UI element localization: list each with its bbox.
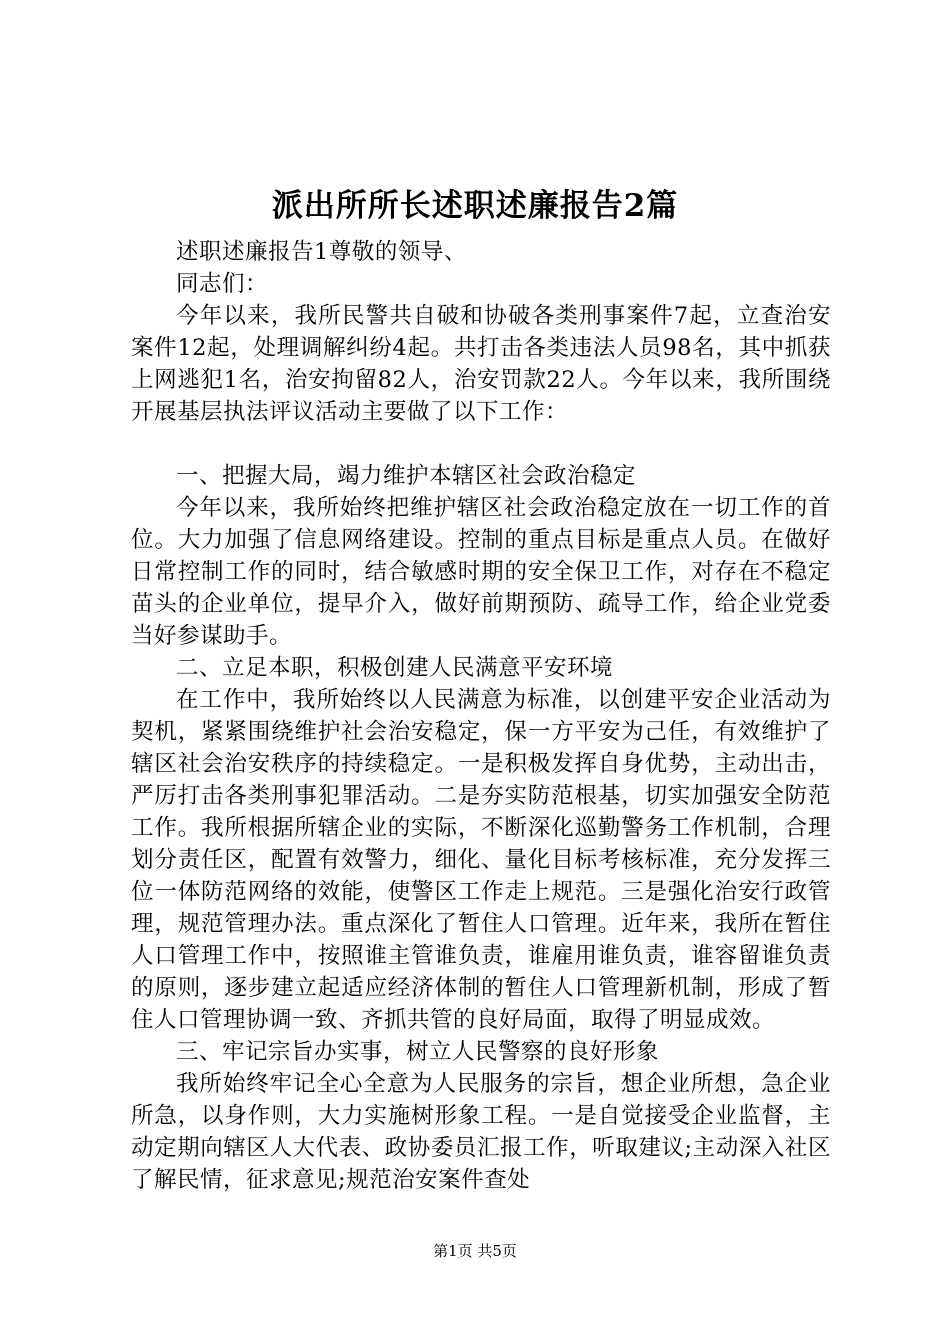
section-heading-2: 二、立足本职，积极创建人民满意平安环境 [176,655,614,681]
page-footer: 第1页 共5页 [433,1242,517,1260]
paragraph-section-2: 在工作中，我所始终以人民满意为标准，以创建平安企业活动为契机，紧紧围绕维护社会治安稳定，保一方平安为己任，有效维护了辖区社会治安秩序的持续稳定。一是积极发挥自身优势，主动出击，严厉打击各类刑事犯罪活动。二是夯实防范根基，切实加强安全防范工作。我所根据所辖企业的实际，不断深化巡勤警务工作机制，合理划分责任区，配置有效警力，细化、量化目标考核标准，充分发挥三位一体防范网络的效能，使警区工作走上规范。三是强化治安行政管理，规范管理办法。重点深化了暂住人口管理。近年来，我所在暂住人口管理工作中，按照谁主管谁负责，谁雇用谁负责，谁容留谁负责的原则，逐步建立起适应经济体制的暂住人口管理新机制，形成了暂住人口管理协调一致、齐抓共管的良好局面，取得了明显成效。 [131,687,831,1033]
document-body [131,236,831,1196]
paragraph-salutation-1: 述职述廉报告1尊敬的领导、 [176,239,467,265]
section-heading-3: 三、牢记宗旨办实事，树立人民警察的良好形象 [176,1039,660,1065]
paragraph-summary: 今年以来，我所民警共自破和协破各类刑事案件7起，立查治安案件12起，处理调解纠纷4起。共打击各类违法人员98名，其中抓获上网逃犯1名，治安拘留82人，治安罚款22人。今年以来，我所围绕开展基层执法评议活动主要做了以下工作： [131,303,831,425]
section-heading-1: 一、把握大局，竭力维护本辖区社会政治稳定 [176,463,637,489]
paragraph-salutation-2: 同志们： [176,271,269,297]
document-title: 派出所所长述职述廉报告2篇 [271,188,679,224]
paragraph-section-3: 我所始终牢记全心全意为人民服务的宗旨，想企业所想，急企业所急，以身作则，大力实施树形象工程。一是自觉接受企业监督，主动定期向辖区人大代表、政协委员汇报工作，听取建议;主动深入社区了解民情，征求意见;规范治安案件查处 [131,1071,831,1193]
paragraph-section-1: 今年以来，我所始终把维护辖区社会政治稳定放在一切工作的首位。大力加强了信息网络建设。控制的重点目标是重点人员。在做好日常控制工作的同时，结合敏感时期的安全保卫工作，对存在不稳定苗头的企业单位，提早介入，做好前期预防、疏导工作，给企业党委当好参谋助手。 [131,495,831,649]
paragraph-blank [131,428,831,460]
